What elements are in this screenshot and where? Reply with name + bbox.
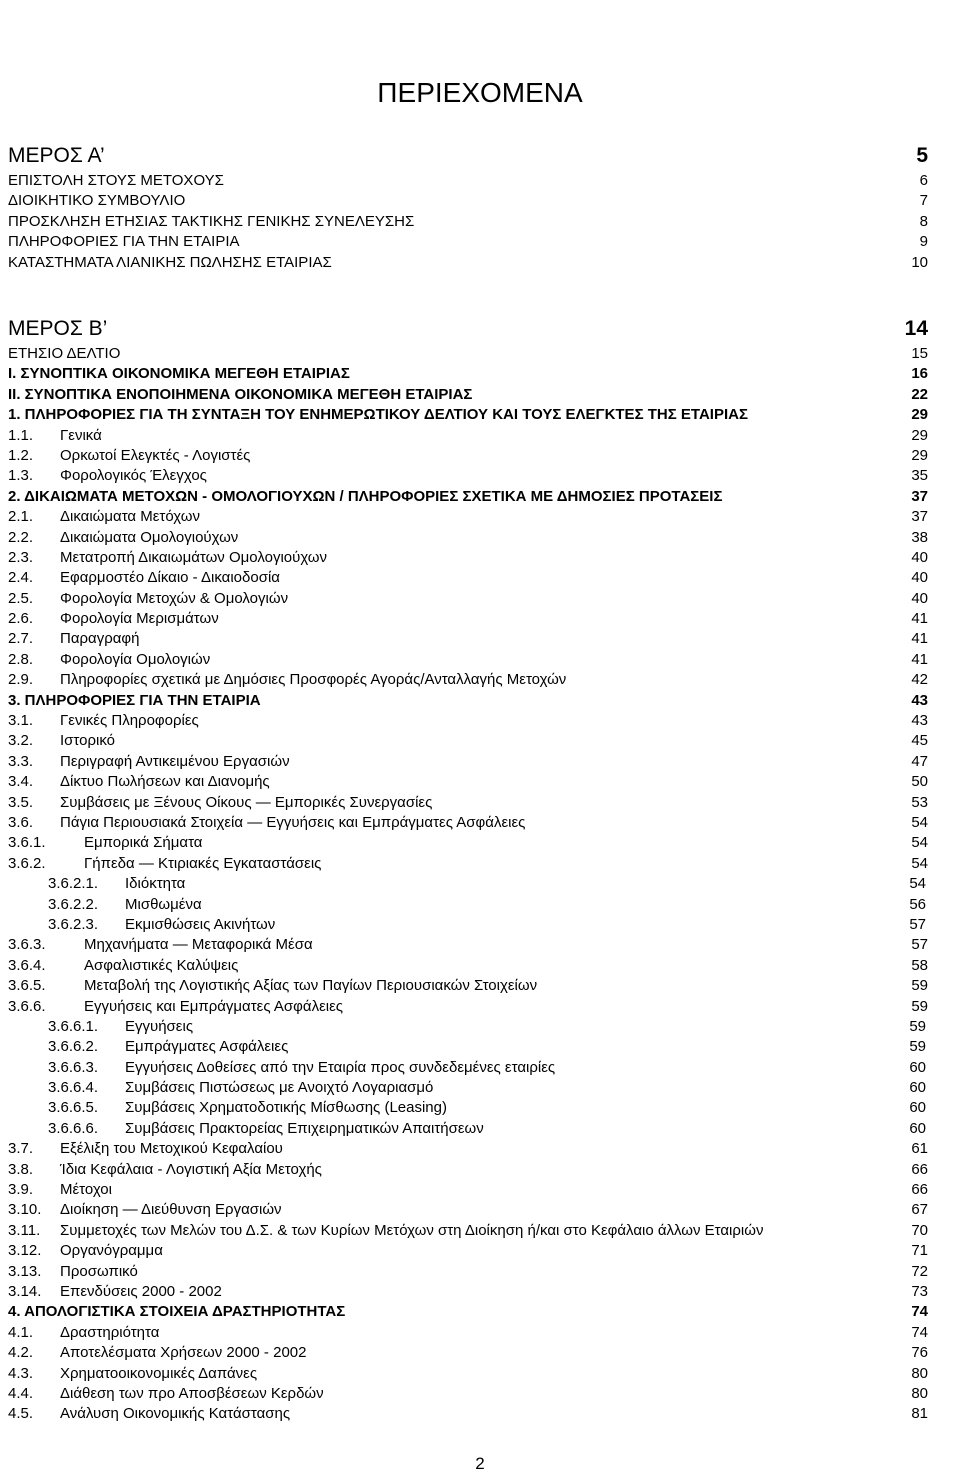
toc-entry-title: Δικαιώματα Ομολογιούχων xyxy=(60,528,239,546)
toc-entry-title: Συμβάσεις Πιστώσεως με Ανοιχτό Λογαριασμό xyxy=(125,1079,434,1097)
toc-entry xyxy=(8,895,928,915)
toc-entry-title: Εφαρμοστέο Δίκαιο - Δικαιοδοσία xyxy=(60,569,280,587)
toc-entry-title: Φορολογία Μετοχών & Ομολογιών xyxy=(60,589,289,607)
toc-entry-title: Πληροφορίες σχετικά με Δημόσιες Προσφορές Αγοράς/Ανταλλαγής Μετοχών xyxy=(60,671,567,689)
toc-entry xyxy=(8,731,928,751)
toc-entry-title: Πάγια Περιουσιακά Στοιχεία — Εγγυήσεις και Εμπράγματες Ασφάλειες xyxy=(60,813,526,831)
toc-entry-page: 29 xyxy=(911,446,928,464)
toc-entry-number: 4.1. xyxy=(8,1323,34,1341)
toc-entry-page: 8 xyxy=(919,212,928,230)
toc-entry-number: 3.11. xyxy=(8,1221,41,1239)
toc-entry-page: 59 xyxy=(909,1038,926,1056)
toc-entry xyxy=(8,171,928,191)
toc-entry-title: Δικαιώματα Μετόχων xyxy=(60,508,200,526)
toc-entry-page: 7 xyxy=(919,192,928,210)
toc-entry-number: 4.5. xyxy=(8,1405,34,1423)
toc-entry-page: 50 xyxy=(911,773,928,791)
toc-entry-page: 10 xyxy=(911,253,928,271)
toc-entry xyxy=(8,253,928,273)
toc-entry-number: 3.10. xyxy=(8,1201,42,1219)
toc-entry xyxy=(8,1078,928,1098)
toc-entry-number: 2.9. xyxy=(8,671,34,689)
toc-entry xyxy=(8,212,928,232)
toc-entry-number: 4.2. xyxy=(8,1344,34,1362)
toc-entry xyxy=(8,232,928,252)
toc-entry-title: Προσωπικό xyxy=(60,1262,138,1280)
toc-entry xyxy=(8,1364,928,1384)
toc-entry-page: 41 xyxy=(911,610,928,628)
toc-entry xyxy=(8,1221,928,1241)
toc-entry-title: Δραστηριότητα xyxy=(60,1323,160,1341)
toc-entry-page: 67 xyxy=(911,1201,928,1219)
toc-entry-number: 3.6.6.4. xyxy=(48,1079,99,1097)
toc-part-b xyxy=(8,314,928,1425)
toc-entry xyxy=(8,426,928,446)
toc-entry-page: 40 xyxy=(911,548,928,566)
toc-entry-page: 40 xyxy=(911,589,928,607)
toc-entry xyxy=(8,405,928,425)
toc-entry-page: 76 xyxy=(911,1344,928,1362)
toc-entry xyxy=(8,548,928,568)
toc-entry xyxy=(8,1262,928,1282)
toc-entry-title: Οργανόγραμμα xyxy=(60,1242,163,1260)
toc-list xyxy=(8,171,928,273)
toc-entry-page: 38 xyxy=(911,528,928,546)
toc-entry-title: Εξέλιξη του Μετοχικού Κεφαλαίου xyxy=(60,1140,283,1158)
toc-entry xyxy=(8,487,928,507)
toc-entry-page: 60 xyxy=(909,1058,926,1076)
toc-entry xyxy=(8,364,928,384)
toc-entry-number: 3.6.6.1. xyxy=(48,1017,99,1035)
toc-entry-page: 22 xyxy=(911,385,928,403)
toc-entry xyxy=(8,1017,928,1037)
toc-entry-page: 37 xyxy=(911,487,928,505)
toc-entry-page: 66 xyxy=(911,1160,928,1178)
toc-entry-number: 3.2. xyxy=(8,732,34,750)
toc-entry-number: 3.6.5. xyxy=(8,977,46,995)
toc-entry xyxy=(8,385,928,405)
page-title: ΠΕΡΙΕΧΟΜΕΝΑ xyxy=(377,77,583,108)
toc-entry-page: 45 xyxy=(911,732,928,750)
toc-entry xyxy=(8,528,928,548)
toc-entry xyxy=(8,813,928,833)
toc-entry-title: ΠΡΟΣΚΛΗΣΗ ΕΤΗΣΙΑΣ ΤΑΚΤΙΚΗΣ ΓΕΝΙΚΗΣ ΣΥΝΕΛΕΥΣΗΣ xyxy=(8,212,415,230)
toc-entry-page: 58 xyxy=(911,956,928,974)
toc-entry-title: Ιστορικό xyxy=(60,732,116,750)
toc-entry-title: ΕΤΗΣΙΟ ΔΕΛΤΙΟ xyxy=(8,345,121,362)
toc-entry-page: 35 xyxy=(911,467,928,485)
toc-entry-page: 54 xyxy=(911,834,928,852)
toc-entry-page: 54 xyxy=(911,854,928,872)
toc-entry-title: Αποτελέσματα Χρήσεων 2000 - 2002 xyxy=(60,1344,307,1362)
toc-entry-title: Μέτοχοι xyxy=(60,1181,112,1199)
toc-entry xyxy=(8,915,928,935)
toc-list xyxy=(8,344,928,1425)
toc-entry-page: 60 xyxy=(909,1119,926,1137)
toc-entry-page: 80 xyxy=(911,1364,928,1382)
toc-entry xyxy=(8,1098,928,1118)
page-number: 2 xyxy=(475,1454,485,1473)
toc-entry-number: 3.6.3. xyxy=(8,936,46,954)
toc-entry-number: 2.2. xyxy=(8,528,34,546)
toc-entry-page: 41 xyxy=(911,650,928,668)
toc-entry-number: 1.1. xyxy=(8,426,34,444)
toc-entry-page: 29 xyxy=(911,426,928,444)
toc-entry xyxy=(8,1384,928,1404)
toc-entry-page: 71 xyxy=(911,1242,928,1260)
toc-entry xyxy=(8,691,928,711)
toc-entry-number: 3.5. xyxy=(8,793,34,811)
toc-entry xyxy=(8,1037,928,1057)
toc-entry-title: Γήπεδα — Κτιριακές Εγκαταστάσεις xyxy=(84,854,322,872)
toc-entry xyxy=(8,833,928,853)
toc-entry xyxy=(8,1343,928,1363)
toc-entry xyxy=(8,446,928,466)
toc-entry-title: ΔΙΟΙΚΗΤΙΚΟ ΣΥΜΒΟΥΛΙΟ xyxy=(8,192,186,210)
toc-entry xyxy=(8,1119,928,1139)
toc-entry-number: 3.4. xyxy=(8,773,34,791)
toc-entry-page: 42 xyxy=(911,671,928,689)
toc-entry xyxy=(8,956,928,976)
toc-entry-page: 61 xyxy=(911,1140,928,1158)
toc-entry-title: Φορολογικός Έλεγχος xyxy=(60,467,207,485)
toc-entry-title: Εγγυήσεις και Εμπράγματες Ασφάλειες xyxy=(84,997,344,1015)
toc-entry-title: Συμβάσεις Χρηματοδοτικής Μίσθωσης (Leasing) xyxy=(125,1099,447,1117)
toc-entry-page: 57 xyxy=(909,915,926,933)
toc-entry-page: 60 xyxy=(909,1099,926,1117)
toc-entry-title: Φορολογία Ομολογιών xyxy=(60,650,211,668)
toc-entry-page: 16 xyxy=(911,365,928,383)
toc-entry-title: Ι. ΣΥΝΟΠΤΙΚΑ ΟΙΚΟΝΟΜΙΚΑ ΜΕΓΕΘΗ ΕΤΑΙΡΙΑΣ xyxy=(8,365,350,383)
toc-entry-title: 1. ΠΛΗΡΟΦΟΡΙΕΣ ΓΙΑ ΤΗ ΣΥΝΤΑΞΗ ΤΟΥ ΕΝΗΜΕΡΩΤΙΚΟΥ ΔΕΛΤΙΟΥ ΚΑΙ ΤΟΥΣ ΕΛΕΓΚΤΕΣ ΤΗΣ ΕΤΑΙΡΙΑΣ xyxy=(8,406,748,424)
part-heading-label: ΜΕΡΟΣ Α’ xyxy=(8,144,105,167)
toc-entry xyxy=(8,793,928,813)
toc-entry-page: 37 xyxy=(911,508,928,526)
toc-entry xyxy=(8,568,928,588)
toc-entry-number: 3.9. xyxy=(8,1181,34,1199)
toc-entry-title: ΚΑΤΑΣΤΗΜΑΤΑ ΛΙΑΝΙΚΗΣ ΠΩΛΗΣΗΣ ΕΤΑΙΡΙΑΣ xyxy=(8,253,332,271)
toc-entry xyxy=(8,589,928,609)
toc-entry xyxy=(8,1323,928,1343)
toc-entry-page: 15 xyxy=(911,345,928,362)
toc-entry-number: 3.6. xyxy=(8,813,34,831)
toc-entry xyxy=(8,191,928,211)
toc-entry-title: Γενικές Πληροφορίες xyxy=(60,712,199,730)
toc-entry-page: 57 xyxy=(911,936,928,954)
toc-entry xyxy=(8,976,928,996)
toc-entry-number: 4.3. xyxy=(8,1364,34,1382)
toc-entry-title: ΠΛΗΡΟΦΟΡΙΕΣ ΓΙΑ ΤΗΝ ΕΤΑΙΡΙΑ xyxy=(8,233,240,251)
toc-entry-number: 4.4. xyxy=(8,1384,34,1402)
toc-entry-title: Παραγραφή xyxy=(60,630,140,648)
toc-entry-title: 3. ΠΛΗΡΟΦΟΡΙΕΣ ΓΙΑ ΤΗΝ ΕΤΑΙΡΙΑ xyxy=(8,691,261,709)
toc-entry-number: 3.6.2.3. xyxy=(48,915,99,933)
toc-entry-page: 6 xyxy=(919,172,928,189)
toc-entry-page: 81 xyxy=(911,1405,928,1423)
toc-entry-page: 41 xyxy=(911,630,928,648)
toc-entry xyxy=(8,1200,928,1220)
part-heading xyxy=(8,141,928,171)
toc-entry-page: 43 xyxy=(911,691,928,709)
toc-entry-title: Ιδιόκτητα xyxy=(125,875,186,893)
toc-entry xyxy=(8,1139,928,1159)
toc-entry-number: 2.7. xyxy=(8,630,34,648)
toc-entry-title: ΙΙ. ΣΥΝΟΠΤΙΚΑ ΕΝΟΠΟΙΗΜΕΝΑ ΟΙΚΟΝΟΜΙΚΑ ΜΕΓΕΘΗ ΕΤΑΙΡΙΑΣ xyxy=(8,385,473,403)
toc-entry-title: Διάθεση των προ Αποσβέσεων Κερδών xyxy=(60,1384,324,1402)
toc-entry-number: 2.8. xyxy=(8,650,34,668)
toc-entry-number: 2.4. xyxy=(8,569,34,587)
toc-entry-page: 72 xyxy=(911,1262,928,1280)
toc-entry-number: 2.6. xyxy=(8,610,34,628)
toc-entry-page: 29 xyxy=(911,406,928,424)
toc-entry-page: 73 xyxy=(911,1282,928,1300)
toc-entry-number: 3.1. xyxy=(8,712,34,730)
toc-entry xyxy=(8,997,928,1017)
toc-entry-title: 4. ΑΠΟΛΟΓΙΣΤΙΚΑ ΣΤΟΙΧΕΙΑ ΔΡΑΣΤΗΡΙΟΤΗΤΑΣ xyxy=(8,1303,346,1321)
toc-entry-title: Συμβάσεις με Ξένους Οίκους — Εμπορικές Συνεργασίες xyxy=(60,793,433,811)
toc-entry-title: Ασφαλιστικές Καλύψεις xyxy=(84,956,239,974)
toc-entry-page: 43 xyxy=(911,712,928,730)
toc-entry-page: 59 xyxy=(911,997,928,1015)
toc-entry-number: 3.7. xyxy=(8,1140,34,1158)
toc-entry-title: Επενδύσεις 2000 - 2002 xyxy=(60,1282,222,1300)
toc-entry-title: ΕΠΙΣΤΟΛΗ ΣΤΟΥΣ ΜΕΤΟΧΟΥΣ xyxy=(8,172,224,189)
toc-entry-page: 74 xyxy=(911,1303,928,1321)
toc-entry-page: 40 xyxy=(911,569,928,587)
toc-entry-title: Μηχανήματα — Μεταφορικά Μέσα xyxy=(84,936,313,954)
toc-entry-number: 1.2. xyxy=(8,446,34,464)
toc-entry xyxy=(8,854,928,874)
toc-entry-page: 70 xyxy=(911,1221,928,1239)
toc-entry-number: 3.6.2.2. xyxy=(48,895,99,913)
toc-entry-page: 47 xyxy=(911,752,928,770)
toc-entry xyxy=(8,874,928,894)
toc-entry xyxy=(8,609,928,629)
toc-entry xyxy=(8,772,928,792)
toc-entry-page: 59 xyxy=(911,977,928,995)
toc-entry xyxy=(8,711,928,731)
toc-entry-title: Εμπράγματες Ασφάλειες xyxy=(125,1038,289,1056)
toc-entry-number: 3.6.2.1. xyxy=(48,875,99,893)
toc-entry-page: 66 xyxy=(911,1181,928,1199)
toc-entry-page: 9 xyxy=(919,233,928,251)
toc-entry xyxy=(8,1058,928,1078)
toc-entry-title: Ανάλυση Οικονομικής Κατάστασης xyxy=(60,1405,291,1423)
toc-entry-page: 54 xyxy=(911,813,928,831)
toc-entry-title: Μισθωμένα xyxy=(125,895,202,913)
toc-entry xyxy=(8,507,928,527)
toc-entry-number: 3.6.2. xyxy=(8,854,46,872)
toc-entry xyxy=(8,1282,928,1302)
toc-part-a xyxy=(8,141,928,273)
toc-entry-number: 3.3. xyxy=(8,752,34,770)
toc-entry xyxy=(8,344,928,364)
toc-entry-title: Εμπορικά Σήματα xyxy=(84,834,203,852)
toc-entry-page: 54 xyxy=(909,875,926,893)
toc-entry-number: 3.13. xyxy=(8,1262,42,1280)
toc-entry xyxy=(8,1404,928,1424)
toc-entry xyxy=(8,752,928,772)
toc-entry-number: 3.6.6.6. xyxy=(48,1119,99,1137)
toc-entry-number: 1.3. xyxy=(8,467,34,485)
toc-entry-page: 53 xyxy=(911,793,928,811)
toc-entry-number: 3.12. xyxy=(8,1242,42,1260)
toc-entry-number: 3.6.4. xyxy=(8,956,46,974)
toc-entry-title: Συμμετοχές των Μελών του Δ.Σ. & των Κυρίων Μετόχων στη Διοίκηση ή/και στο Κεφάλαιο άλλων Εταιριών xyxy=(60,1221,764,1239)
toc-entry xyxy=(8,935,928,955)
toc-entry-number: 3.8. xyxy=(8,1160,34,1178)
toc-entry-title: Ίδια Κεφάλαια - Λογιστική Αξία Μετοχής xyxy=(60,1160,322,1178)
part-heading-page: 5 xyxy=(916,144,928,167)
toc-entry xyxy=(8,466,928,486)
toc-entry-number: 3.6.1. xyxy=(8,834,46,852)
toc-entry-number: 3.14. xyxy=(8,1282,42,1300)
toc-entry xyxy=(8,670,928,690)
toc-entry-title: Χρηματοοικονομικές Δαπάνες xyxy=(60,1364,258,1382)
toc-entry-number: 2.5. xyxy=(8,589,34,607)
toc-entry-number: 3.6.6.2. xyxy=(48,1038,99,1056)
toc-entry-title: Δίκτυο Πωλήσεων και Διανομής xyxy=(60,773,270,791)
toc-entry-page: 59 xyxy=(909,1017,926,1035)
toc-entry xyxy=(8,1160,928,1180)
toc-entry xyxy=(8,1241,928,1261)
toc-entry-title: Γενικά xyxy=(60,426,102,444)
toc-entry xyxy=(8,1302,928,1322)
toc-entry-title: Μετατροπή Δικαιωμάτων Ομολογιούχων xyxy=(60,548,328,566)
toc-entry-title: Μεταβολή της Λογιστικής Αξίας των Παγίων Περιουσιακών Στοιχείων xyxy=(84,977,538,995)
part-heading xyxy=(8,314,928,344)
toc-entry-number: 3.6.6.3. xyxy=(48,1058,99,1076)
toc-entry-title: Ορκωτοί Ελεγκτές - Λογιστές xyxy=(60,446,251,464)
toc-entry-page: 56 xyxy=(909,895,926,913)
toc-entry-title: Εγγυήσεις Δοθείσες από την Εταιρία προς συνδεδεμένες εταιρίες xyxy=(125,1058,556,1076)
toc-entry-title: Εγγυήσεις xyxy=(125,1017,194,1035)
toc-entry-page: 74 xyxy=(911,1323,928,1341)
toc-entry-title: Διοίκηση — Διεύθυνση Εργασιών xyxy=(60,1201,282,1219)
toc-entry-number: 2.1. xyxy=(8,508,34,526)
toc-entry-title: Περιγραφή Αντικειμένου Εργασιών xyxy=(60,752,290,770)
toc-entry xyxy=(8,1180,928,1200)
toc-entry xyxy=(8,629,928,649)
toc-entry xyxy=(8,650,928,670)
toc-entry-title: Συμβάσεις Πρακτορείας Επιχειρηματικών Απαιτήσεων xyxy=(125,1119,484,1137)
part-heading-label: ΜΕΡΟΣ Β’ xyxy=(8,317,108,340)
toc-entry-page: 60 xyxy=(909,1079,926,1097)
toc-entry-title: 2. ΔΙΚΑΙΩΜΑΤΑ ΜΕΤΟΧΩΝ - ΟΜΟΛΟΓΙΟΥΧΩΝ / ΠΛΗΡΟΦΟΡΙΕΣ ΣΧΕΤΙΚΑ ΜΕ ΔΗΜΟΣΙΕΣ ΠΡΟΤΑΣΕΙΣ xyxy=(8,487,723,505)
part-heading-page: 14 xyxy=(904,317,928,340)
toc-entry-page: 80 xyxy=(911,1384,928,1402)
toc-entry-title: Φορολογία Μερισμάτων xyxy=(60,610,219,628)
toc-entry-number: 3.6.6.5. xyxy=(48,1099,99,1117)
toc-entry-number: 2.3. xyxy=(8,548,34,566)
toc-entry-number: 3.6.6. xyxy=(8,997,46,1015)
toc-entry-title: Εκμισθώσεις Ακινήτων xyxy=(125,915,276,933)
